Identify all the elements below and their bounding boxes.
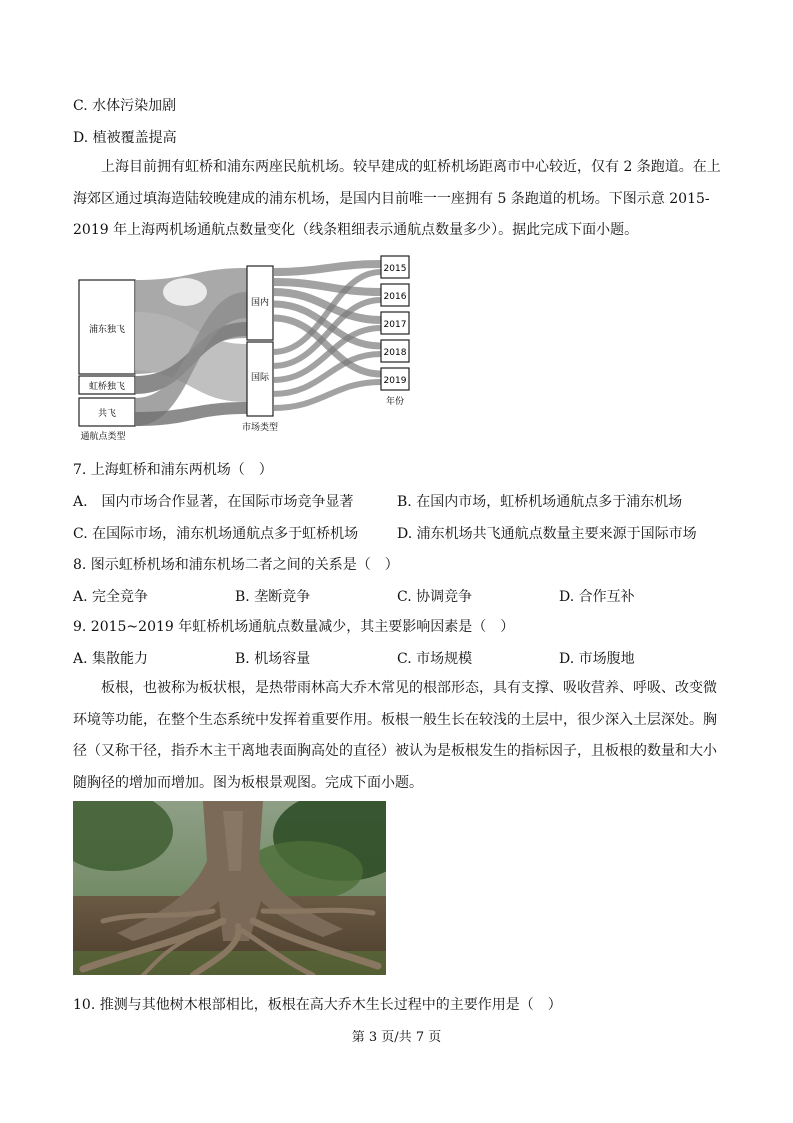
flow-market-to-year [273, 264, 381, 408]
label-international: 国际 [250, 373, 270, 383]
page-footer: 第 3 页/共 7 页 [351, 1030, 442, 1045]
label-2019: 2019 [383, 376, 407, 386]
airport-flow-diagram [73, 252, 423, 444]
q9-option-c: C. 市场规模 [397, 651, 473, 667]
q8-stem: 8. 图示虹桥机场和浦东机场二者之间的关系是（ ） [73, 557, 399, 573]
q10-stem: 10. 推测与其他树木根部相比，板根在高大乔木生长过程中的主要作用是（ ） [73, 997, 562, 1013]
buttress-root-photo [73, 801, 386, 975]
passage-airports: 上海目前拥有虹桥和浦东两座民航机场。较早建成的虹桥机场距离市中心较近，仅有 2 条跑道。在上海郊区通过填海造陆较晚建成的浦东机场，是国内目前唯一一座拥有 5 条跑道的机场。下图示意 2015-2019 年上海两机场通航点数量变化（线条粗细表示通航点数量多少）。据此完成下面小题。 [73, 159, 721, 238]
label-domestic: 国内 [250, 298, 270, 308]
label-2017: 2017 [383, 320, 407, 330]
q9-option-b: B. 机场容量 [235, 651, 311, 667]
q7-option-a: A. 国内市场合作显著，在国际市场竞争显著 [73, 494, 354, 510]
q6-option-c: C. 水体污染加剧 [73, 98, 177, 114]
mid-axis-label: 市场类型 [241, 423, 279, 433]
q8-option-a: A. 完全竞争 [73, 589, 149, 605]
q7-option-d: D. 浦东机场共飞通航点数量主要来源于国际市场 [397, 526, 697, 542]
q8-option-b: B. 垄断竞争 [235, 589, 311, 605]
label-2015: 2015 [383, 264, 407, 274]
q9-option-d: D. 市场腹地 [559, 651, 635, 667]
label-hongqiao-only: 虹桥独飞 [88, 382, 126, 392]
q7-option-c: C. 在国际市场，浦东机场通航点多于虹桥机场 [73, 526, 359, 542]
q7-stem: 7. 上海虹桥和浦东两机场（ ） [73, 462, 273, 478]
q9-stem: 9. 2015~2019 年虹桥机场通航点数量减少，其主要影响因素是（ ） [73, 619, 515, 635]
q8-option-c: C. 协调竞争 [397, 589, 473, 605]
label-2018: 2018 [383, 348, 407, 358]
label-pudong-only: 浦东独飞 [88, 325, 126, 335]
q7-option-b: B. 在国内市场，虹桥机场通航点多于浦东机场 [397, 494, 683, 510]
q9-option-a: A. 集散能力 [73, 651, 149, 667]
q6-option-d: D. 植被覆盖提高 [73, 130, 177, 146]
q8-option-d: D. 合作互补 [559, 589, 635, 605]
left-axis-label: 通航点类型 [80, 432, 126, 442]
right-axis-label: 年份 [385, 397, 405, 407]
label-shared: 共飞 [97, 409, 117, 419]
passage-buttress-roots: 板根，也被称为板状根，是热带雨林高大乔木常见的根部形态，具有支撑、吸收营养、呼吸、改变微环境等功能，在整个生态系统中发挥着重要作用。板根一般生长在较浅的土层中，很少深入土层深处。胸径（又称干径，指乔木主干离地表面胸高处的直径）被认为是板根发生的指标因子，且板根的数量和大小随胸径的增加而增加。图为板根景观图。完成下面小题。 [73, 680, 717, 791]
label-2016: 2016 [383, 292, 407, 302]
